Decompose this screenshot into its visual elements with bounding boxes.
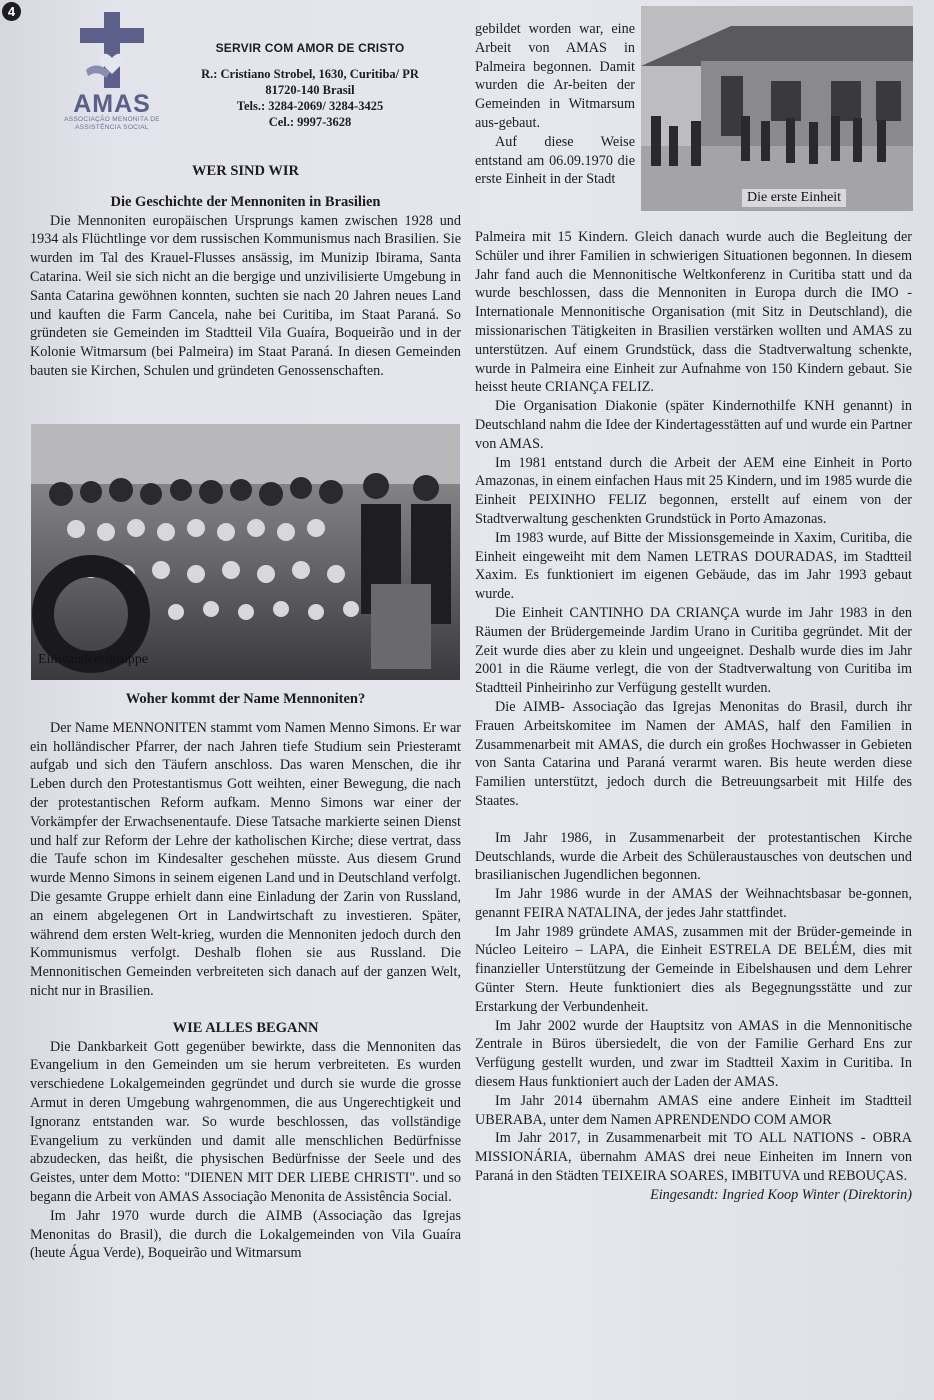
section-title-wer-sind-wir: WER SIND WIR [192,163,299,179]
logo-subtitle: ASSOCIAÇÃO MENONITA DE ASSISTÊNCIA SOCIAL [64,116,160,131]
photo-caption-erste-einheit: Die erste Einheit [742,189,846,207]
paragraph-palmeira: Palmeira mit 15 Kindern. Gleich danach wurde auch die Begleitung der Schüler und ihrer Familien in schwierigen Situationen begonnen. In diesem Jahr fand auch die Mennonitische Weltkonferenz in Curitiba statt und da wurde beschlossen, dass die Mennoniten in Europa durch die IMO - Internationale Mennonitische Organisation (mit Sitz in Deutschland), die missionarischen Tätigkeiten in Brasilien verstärken wollten und AMAS zu unterstützen. Auf einem Grundstück, dass die Stadtverwaltung schenkte, wurde in Palmeira eine Einheit zur Aufnahme von 150 Kindern gebaut. Sie heisst heute CRIANÇA FELIZ. [475,229,912,396]
phone-line: Tels.: 3284-2069/ 3284-3425 [236,99,384,113]
paragraph-dankbarkeit: Die Dankbarkeit Gott gegenüber bewirkte, dass die Mennoniten das Evangelium in den Gemeinden um sie herum verbreiteten. Es wurden verschiedene Lokalgemeinden gegründet und durch sie wurde die grosse Armut in deren Umgebung wahrgenommen, die aus Ungerechtigkeit und Ignoranz entstanden war. So wurde beschlossen, das vollständige Evangelium zu verkünden und damit alle menschlichen Bedürfnisse abzudecken, das heißt, die physischen Bedürfnisse der Seele und des Geistes, unter dem Motto: "DIENEN MIT DER LIEBE CHRISTI". und so begann die Arbeit von AMAS Associação Menonita de Assistência Social. [30,1038,461,1205]
paragraph-aimb: Die AIMB- Associação das Igrejas Menonitas do Brasil, durch ihr Frauen Arbeitskomitee im Namen der AMAS, half den Familien in Zusammenarbeit mit AMAS, die durch ein großes Hochwasser in Gebieten von Santa Catarina und Paraná verarmt waren. Bis heute werden diese Familien unterstützt, jedoch durch die Betreuungsarbeit mit Hilfe des Staates. [475,698,912,809]
first-unit-photo-image [641,6,913,211]
mobile-line: Cel.: 9997-3628 [268,115,352,129]
immigrant-group-photo-image [31,424,460,680]
section-title-woher: Woher kommt der Name Mennoniten? [125,691,366,707]
paragraph-mennoniten-name: Der Name MENNONITEN stammt vom Namen Menno Simons. Er war ein holländischer Pfarrer, der nach Jahren tiefe Studium sein Priesteramt aufgab und sich den Täufern anschloss. Das waren Menschen, die ihr Leben durch den Protestantismus Gott weihten, einer Bewegung, die nach der protestantischen Reform aufkam. Menno Simons war einer der Vorkämpfer der Erwachsenentaufe. Diese Tatsache markierte seinen Dienst und half zur Reform der Lehre der katholischen Kirche; diese vertrat, dass die Taufe schon im Kindesalter geschehen müsste. Aus diesem Grund wurde Menno Simons in seinem eigenen Land und in Deutschland verfolgt. Die gesamte Gruppe erhielt dann eine Einladung der Zarin von Russland, an einem abgelegenen Ort in Landwirtschaft zu investieren. Später, während dem ersten Welt-krieg, wurden die Mennoniten jedoch durch den Kommunismus verfolgt. Deshalb flohen sie aus Russland. Die Mennonitischen Gemeinden verbreiteten sich danach auf der ganzen Welt, nicht nur in Brasilien. [30,719,461,999]
zip-line: 81720-140 Brasil [265,83,355,97]
paragraph-1986-basar: Im Jahr 1986 wurde in der AMAS der Weihnachtsbasar be-gonnen, genannt FEIRA NATALINA, der jedes Jahr stattfindet. [475,886,912,921]
photo-caption-einwanderergruppe: Einwanderergruppe [38,652,149,667]
left-column-lower [30,690,461,1263]
paragraph-1986-austausch: Im Jahr 1986, in Zusammenarbeit der protestantischen Kirche Deutschlands, wurde die Arbeit des Schüleraustausches von deutschen und brasilianischen Jugendlichen begonnen. [475,829,912,884]
right-column-main [475,228,912,1205]
right-column-narrow [475,20,635,189]
subtitle-geschichte: Die Geschichte der Mennoniten in Brasilien [110,193,381,210]
immigrant-group-photo [31,424,460,680]
paragraph-1983-xaxim: Im 1983 wurde, auf Bitte der Missionsgemeinde in Xaxim, Curitiba, die Einheit eingeweiht mit dem Namen LETRAS DOURADAS, im Stadtteil Xaxim. Es funktioniert im eigenen Gebäude, das im Jahr 1993 gebaut wurde. [475,529,912,603]
paragraph-1970-continued: gebildet worden war, eine Arbeit von AMAS in Palmeira begonnen. Damit wurden die Ar-beiten der Gemeinden in Witmarsum aus-gebaut. [475,21,635,131]
paragraph-diakonie: Die Organisation Diakonie (später Kindernothilfe KNH genannt) in Deutschland nahm die Idee der Kindertagesstätten auf und wurde ein Partner von AMAS. [475,398,912,452]
paragraph-erste-einheit-start: Auf diese Weise entstand am 06.09.1970 die erste Einheit in der Stadt [475,133,635,188]
left-column-top [30,162,461,381]
paragraph-2002: Im Jahr 2002 wurde der Hauptsitz von AMAS in die Mennonitische Zentrale in Büros übersiedelt, die von der Familie Gerhard Ens zur Verfügung gestellt wurden, und zwar im Stadtteil Xaxim in Curitiba. In diesem Haus funktioniert auch der Laden der AMAS. [475,1017,912,1091]
paragraph-2017: Im Jahr 2017, in Zusammenarbeit mit TO ALL NATIONS - OBRA MISSIONÁRIA, übernahm AMAS drei neue Einheiten im Innern von Paraná in den Städten TEIXEIRA SOARES, IMBITUVA und REBOUÇAS. [475,1130,912,1185]
signature: Eingesandt: Ingried Koop Winter (Direktorin) [650,1186,912,1203]
paragraph-cantinho: Die Einheit CANTINHO DA CRIANÇA wurde im Jahr 1983 in den Räumen der Brüdergemeinde Jardim Urano in Curitiba gegründet. Mit der Zeit wurde dies aber zu klein und ungeeignet. Deshalb wurde dies im Jahr 2001 in die Räume verlegt, die von der Stadtverwaltung von Curitiba im Stadtteil Pinheirinho zur Verfügung gestellt wurden. [475,604,912,697]
paragraph-1970-start: Im Jahr 1970 wurde durch die AIMB (Associação das Igrejas Menonitas do Brasil), die durch die Lokalgemeinden von Vila Guaíra (heute Água Verde), Boqueirão und Witmarsum [30,1207,461,1262]
paragraph-1989: Im Jahr 1989 gründete AMAS, zusammen mit der Brüder-gemeinde in Núcleo Leiteiro – LAPA, die Einheit ESTRELA DE BELÉM, dies mit finanzieller Unterstützung der Gemeinde in Eibelshausen und dem Lehrer Günter Stern. Heute funktioniert dies als Begegnungsstätte und zur Erstarkung der Verbundenheit. [475,923,912,1015]
address-line: R.: Cristiano Strobel, 1630, Curitiba/ PR [201,67,419,81]
paragraph-1981: Im 1981 entstand durch die Arbeit der AEM eine Einheit in Porto Amazonas, in einem einfachen Haus mit 25 Kindern, und im 1985 wurde die Einheit PEIXINHO FELIZ begonnen, erstellt auf einem von der Stadtverwaltung geschenkten Grundstück in Porto Amazonas. [475,454,912,527]
paragraph-wer-sind-wir: Die Mennoniten europäischen Ursprungs kamen zwischen 1928 und 1934 als Flüchtlinge vor dem russischen Kommunismus nach Brasilien. Sie wurden im Tal des Krauel-Flusses ansässig, im Munizip Ibirama, Santa Catarina. Weil sie sich nicht an die bergige und unzivilisierte Umgebung in Santa Catarina gewöhnen konnten, suchten sie nach 20 Jahren neues Land und kauften die Farm Cancela, nahe bei Curitiba, im Staat Paraná. So gründeten sie Gemeinden im Stadtteil Vila Guaíra, Boqueirão und in der Kolonie Witmarsum (bei Palmeira) im Staat Paraná. In diesen Gemeinden bauten sie Kirchen, Schulen und gründeten Genossenschaften. [30,212,461,379]
page-number: 4 [2,2,21,21]
paragraph-2014: Im Jahr 2014 übernahm AMAS eine andere Einheit im Stadtteil UBERABA, unter dem Namen APRENDENDO COM AMOR [475,1092,912,1128]
organization-header [160,40,460,130]
first-unit-photo [641,6,913,211]
motto: SERVIR COM AMOR DE CRISTO [215,41,405,55]
section-title-wie-alles-begann: WIE ALLES BEGANN [172,1019,319,1036]
logo-wordmark: AMAS [73,90,151,118]
